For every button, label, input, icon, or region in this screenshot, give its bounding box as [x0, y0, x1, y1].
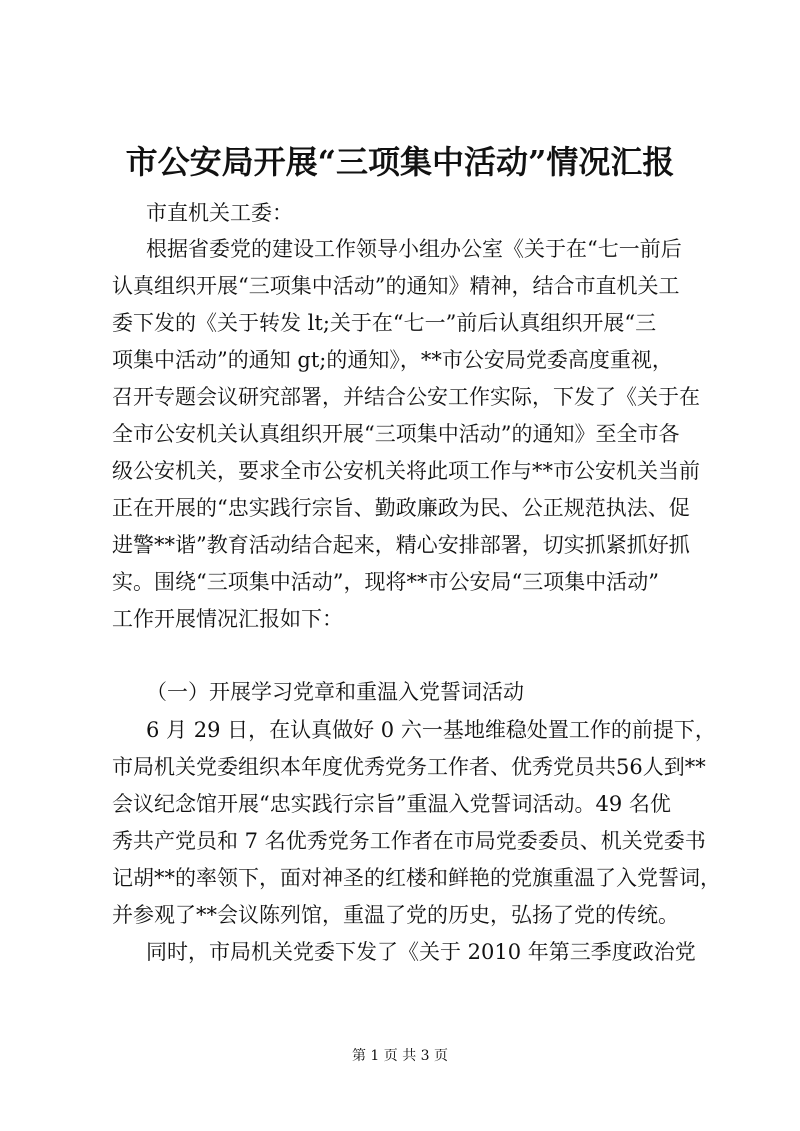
paragraph-line: 市局机关党委组织本年度优秀党务工作者、优秀党员共56人到**: [112, 755, 706, 779]
paragraph-line: 委下发的《关于转发 lt;关于在“七一”前后认真组织开展“三: [112, 311, 657, 335]
paragraph-line: 工作开展情况汇报如下：: [112, 607, 343, 631]
paragraph-line: 项集中活动”的通知 gt;的通知》，**市公安局党委高度重视，: [112, 348, 673, 372]
paragraph-line: 正在开展的“忠实践行宗旨、勤政廉政为民、公正规范执法、促: [112, 496, 690, 520]
paragraph-line: 认真组织开展“三项集中活动”的通知》精神，结合市直机关工: [112, 274, 680, 298]
paragraph-line: 根据省委党的建设工作领导小组办公室《关于在“七一前后: [146, 237, 682, 261]
paragraph-line: 6 月 29 日，在认真做好 0 六一基地维稳处置工作的前提下，: [146, 718, 716, 742]
paragraph-line: 会议纪念馆开展“忠实践行宗旨”重温入党誓词活动。49 名优: [112, 792, 671, 816]
document-title: 市公安局开展“三项集中活动”情况汇报: [125, 143, 675, 181]
section-heading: （一）开展学习党章和重温入党誓词活动: [146, 680, 524, 704]
paragraph-line: 秀共产党员和 7 名优秀党务工作者在市局党委委员、机关党委书: [112, 829, 706, 853]
paragraph-line: 级公安机关，要求全市公安机关将此项工作与**市公安机关当前: [112, 459, 700, 483]
paragraph-line: 同时，市局机关党委下发了《关于 2010 年第三季度政治党: [146, 940, 696, 964]
page-footer: 第 1 页 共 3 页: [351, 1048, 449, 1064]
paragraph-line: 并参观了**会议陈列馆，重温了党的历史，弘扬了党的传统。: [112, 903, 679, 927]
salutation-line: 市直机关工委：: [146, 201, 293, 225]
paragraph-line: 实。围绕“三项集中活动”，现将**市公安局“三项集中活动”: [112, 570, 659, 594]
paragraph-line: 记胡**的率领下，面对神圣的红楼和鲜艳的党旗重温了入党誓词，: [112, 866, 721, 890]
paragraph-line: 进警**谐”教育活动结合起来，精心安排部署，切实抓紧抓好抓: [112, 533, 690, 557]
paragraph-line: 召开专题会议研究部署，并结合公安工作实际，下发了《关于在: [112, 385, 700, 409]
paragraph-line: 全市公安机关认真组织开展“三项集中活动”的通知》至全市各: [112, 422, 680, 446]
